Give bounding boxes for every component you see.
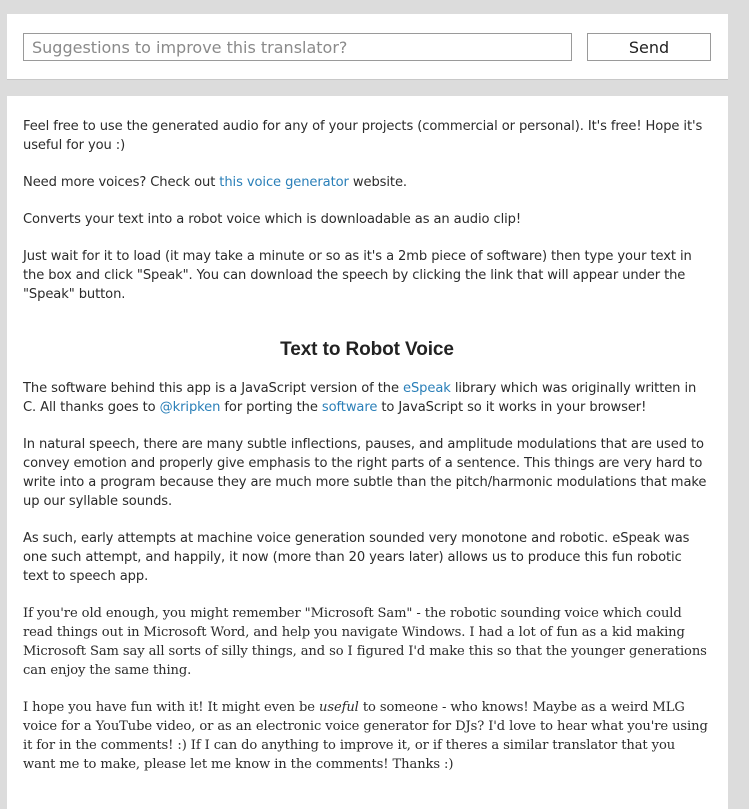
article	[23, 117, 711, 792]
intro-voices-text-before: Need more voices? Check out	[23, 175, 220, 190]
software-text-b: library which was originally written in C. All thanks goes to	[23, 381, 697, 415]
intro-usage-text: Feel free to use the generated audio for any of your projects (commercial or personal). It's free! Hope it's useful for you :)	[23, 119, 703, 153]
section-title: Text to Robot Voice	[280, 339, 454, 360]
software-text-c: for porting the	[220, 400, 322, 415]
software-link[interactable]: software	[321, 400, 378, 415]
intro-paragraph-usage	[23, 117, 711, 155]
software-text-d: to JavaScript so it works in your browser!	[377, 400, 647, 415]
feedback-panel	[7, 14, 728, 80]
kripken-link[interactable]: @kripken	[159, 400, 221, 415]
history-text: As such, early attempts at machine voice generation sounded very monotone and robotic. eSpeak was one such attempt, and happily, it now (more than 20 years later) allows us to produce this fun robotic text to speech app.	[23, 531, 690, 584]
section-paragraph-closing	[23, 698, 711, 774]
useful-emphasis: useful	[319, 700, 359, 715]
closing-text-a: I hope you have fun with it! It might even be	[23, 700, 319, 715]
intro-voices-text-after: website.	[348, 175, 407, 190]
serif-section	[23, 604, 711, 774]
voice-generator-link[interactable]: this voice generator	[219, 175, 349, 190]
espeak-link[interactable]: eSpeak	[403, 381, 451, 396]
closing-text-b: to someone - who knows! Maybe as a weird MLG voice for a YouTube video, or as an electronic voice generator for DJs? I'd love to hear what you're using it for in the comments! :) If I can do anything to improve it, or if theres a similar translator that you want me to make, please let me know in the comments! Thanks :)	[23, 700, 708, 772]
speech-text: In natural speech, there are many subtle inflections, pauses, and amplitude modulations that are used to convey emotion and properly give emphasis to the right parts of a sentence. This things are very hard to write into a program because they are much more subtle than the pitch/harmonic modulations that make up our syllable sounds.	[23, 437, 707, 509]
intro-paragraph-voices	[23, 173, 711, 192]
software-text-a: The software behind this app is a JavaScript version of the	[23, 381, 404, 396]
intro-paragraph-instructions	[23, 247, 711, 304]
send-button[interactable]: Send	[587, 33, 711, 61]
intro-paragraph-converts	[23, 210, 711, 229]
section-paragraph-software	[23, 379, 711, 417]
section-paragraph-speech	[23, 435, 711, 511]
content-panel	[7, 96, 728, 809]
intro-converts-text: Converts your text into a robot voice which is downloadable as an audio clip!	[23, 212, 522, 227]
section-paragraph-history	[23, 529, 711, 586]
suggestion-input[interactable]	[23, 33, 572, 61]
microsoft-sam-text: If you're old enough, you might remember "Microsoft Sam" - the robotic sounding voice which could read things out in Microsoft Word, and help you navigate Windows. I had a lot of fun as a kid making Microsoft Sam say all sorts of silly things, and so I figured I'd make this so that the younger generations can enjoy the same thing.	[23, 606, 707, 678]
intro-instructions-text: Just wait for it to load (it may take a minute or so as it's a 2mb piece of software) then type your text in the box and click "Speak". You can download the speech by clicking the link that will appear under the "Speak" button.	[23, 249, 692, 302]
section-paragraph-microsoft-sam	[23, 604, 711, 680]
